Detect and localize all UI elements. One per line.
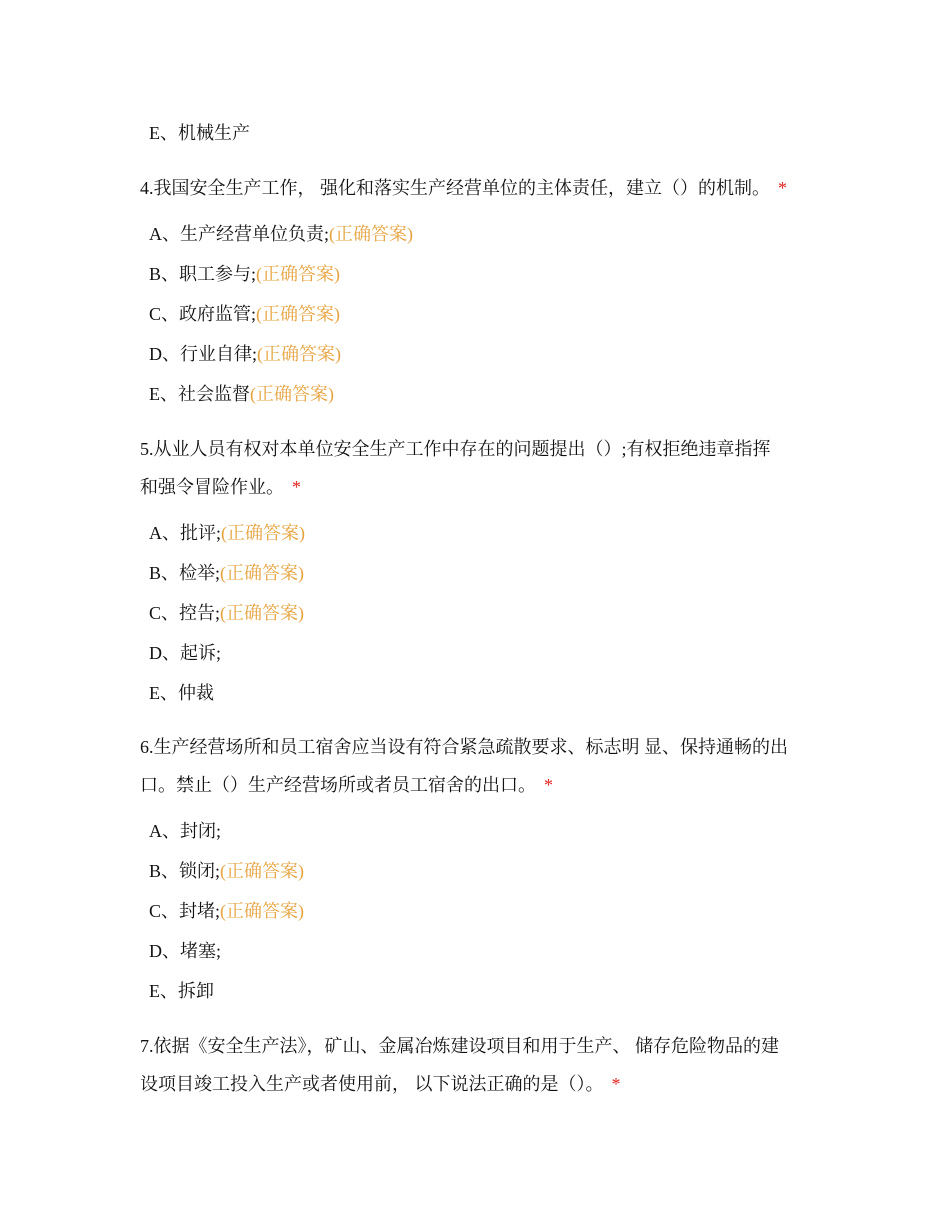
correct-answer-tag: (正确答案) xyxy=(220,861,305,881)
correct-answer-tag: (正确答案) xyxy=(220,563,305,583)
question-7-title-line-2 xyxy=(140,1072,621,1096)
required-asterisk: * xyxy=(778,178,787,198)
option-text: D、堵塞; xyxy=(149,941,221,961)
q6-option-a xyxy=(149,819,221,843)
option-text: C、控告; xyxy=(149,603,221,623)
q5-option-a xyxy=(149,521,305,545)
question-text: 7.依据《安全生产法》，矿山、金属冶炼建设项目和用于生产、 储存危险物品的建 xyxy=(140,1036,779,1056)
option-text: B、职工参与; xyxy=(149,264,257,284)
option-text: C、政府监管; xyxy=(149,304,257,324)
option-text: A、批评; xyxy=(149,523,221,543)
question-text: 口。禁止（）生产经营场所或者员工宿舍的出口。 xyxy=(140,775,536,795)
required-asterisk: * xyxy=(292,477,301,497)
option-text: A、生产经营单位负责; xyxy=(149,224,329,244)
q6-option-e xyxy=(149,979,214,1003)
correct-answer-tag: (正确答案) xyxy=(220,901,305,921)
question-text: 设项目竣工投入生产或者使用前， 以下说法正确的是（）。 xyxy=(140,1074,604,1094)
question-text: 5.从业人员有权对本单位安全生产工作中存在的问题提出（）;有权拒绝违章指挥 xyxy=(140,439,771,459)
correct-answer-tag: (正确答案) xyxy=(256,304,341,324)
correct-answer-tag: (正确答案) xyxy=(329,224,413,244)
question-text: 和强令冒险作业。 xyxy=(140,477,284,497)
q4-option-a xyxy=(149,222,413,246)
q4-option-b xyxy=(149,262,340,286)
correct-answer-tag: (正确答案) xyxy=(256,264,341,284)
required-asterisk: * xyxy=(611,1074,621,1094)
option-text: E、机械生产 xyxy=(149,123,250,143)
q5-option-c xyxy=(149,601,304,625)
option-text: D、起诉; xyxy=(149,643,221,663)
q5-option-b xyxy=(149,561,304,585)
q6-option-b xyxy=(149,859,304,883)
correct-answer-tag: (正确答案) xyxy=(257,344,341,364)
q6-option-d xyxy=(149,939,221,963)
option-text: E、仲裁 xyxy=(149,683,214,703)
option-text: A、封闭; xyxy=(149,821,221,841)
q5-option-d xyxy=(149,641,221,665)
correct-answer-tag: (正确答案) xyxy=(220,603,305,623)
option-text: E、社会监督 xyxy=(149,384,250,404)
question-6-title-line-1 xyxy=(140,735,788,759)
required-asterisk: * xyxy=(544,775,553,795)
option-text: D、行业自律; xyxy=(149,344,257,364)
option-text: B、检举; xyxy=(149,563,221,583)
q4-option-e xyxy=(149,382,334,406)
question-5-title-line-1 xyxy=(140,437,771,461)
q4-option-c xyxy=(149,302,340,326)
question-text: 6.生产经营场所和员工宿舍应当设有符合紧急疏散要求、标志明 显、保持通畅的出 xyxy=(140,737,788,757)
option-text: E、拆卸 xyxy=(149,981,214,1001)
question-text: 4.我国安全生产工作， 强化和落实生产经营单位的主体责任，建立（）的机制。 xyxy=(140,178,770,198)
correct-answer-tag: (正确答案) xyxy=(221,523,305,543)
option-e-partial xyxy=(149,121,250,145)
correct-answer-tag: (正确答案) xyxy=(250,384,334,404)
question-7-title-line-1 xyxy=(140,1034,779,1058)
question-6-title-line-2 xyxy=(140,773,553,797)
question-4-title xyxy=(140,176,787,200)
q4-option-d xyxy=(149,342,341,366)
q6-option-c xyxy=(149,899,304,923)
question-5-title-line-2 xyxy=(140,475,301,499)
q5-option-e xyxy=(149,681,214,705)
option-text: C、封堵; xyxy=(149,901,221,921)
option-text: B、锁闭; xyxy=(149,861,221,881)
